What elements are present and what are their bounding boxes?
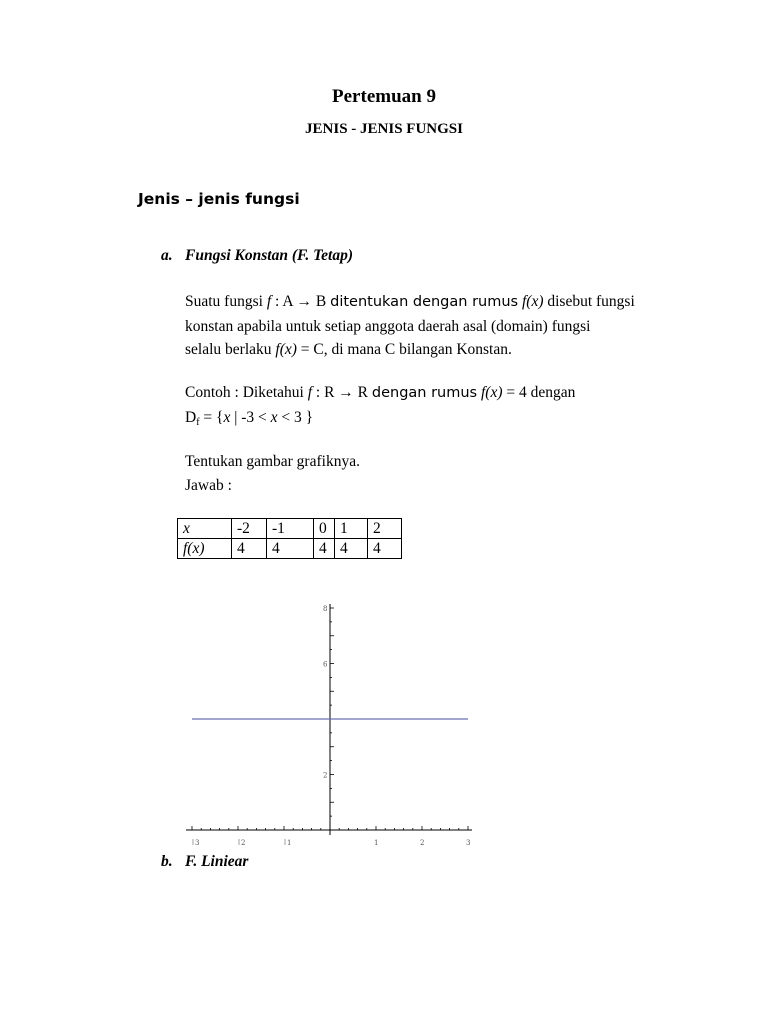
x-tick-label: 3 [466, 839, 471, 847]
table-cell: 4 [232, 539, 267, 559]
section-title: Jenis – jenis fungsi [138, 190, 300, 208]
table-cell: f(x) [178, 539, 232, 559]
subsection-b-heading [161, 853, 248, 871]
page-subtitle: JENIS - JENIS FUNGSI [305, 121, 463, 137]
table-row-fx [178, 539, 402, 559]
x-tick-label: 2 [241, 839, 246, 847]
definition-paragraph [185, 290, 635, 362]
y-tick-label: 2 [323, 771, 328, 780]
answer-label: Jawab : [185, 476, 232, 494]
y-tick-label: 8 [323, 605, 328, 613]
table-cell: -1 [267, 519, 314, 539]
x-tick-label: 1 [374, 839, 379, 847]
table-cell: 1 [335, 519, 368, 539]
definition-line-2: konstan apabila untuk setiap anggota daerah asal (domain) fungsi [185, 317, 591, 335]
y-tick-label: 6 [323, 660, 328, 669]
subsection-b-title: F. Liniear [185, 853, 249, 870]
x-ticks [192, 826, 468, 830]
tick-labels [193, 605, 470, 847]
definition-line-3: selalu berlaku f(x) = C, di mana C bilangan Konstan. [185, 341, 512, 358]
x-tick-label: 3 [195, 839, 200, 847]
table-cell: 4 [314, 539, 335, 559]
table-cell: 4 [368, 539, 402, 559]
table-cell: 4 [267, 539, 314, 559]
subsection-a-heading [161, 247, 353, 265]
example-line-2: $D_f = \{x$ | -3 < x < 3 } [185, 408, 314, 428]
task-line: Tentukan gambar grafiknya. [185, 453, 360, 470]
table-cell: x [178, 519, 232, 539]
x-tick-label: 1 [287, 839, 292, 847]
task-paragraph [185, 450, 360, 497]
table-row-x [178, 519, 402, 539]
example-line-1: Contoh : Diketahui f : R → R dengan rumus f(x) = 4 dengan [185, 384, 576, 401]
definition-line-1: Suatu fungsi f : A → B ditentukan dengan rumus f(x) disebut fungsi [185, 293, 635, 310]
subsection-a-label: a. [161, 247, 173, 264]
x-tick-label: 2 [420, 839, 425, 847]
table-cell: -2 [232, 519, 267, 539]
constant-function-chart [180, 600, 480, 850]
subsection-a-title: Fungsi Konstan (F. Tetap) [185, 247, 353, 264]
table-cell: 4 [335, 539, 368, 559]
example-paragraph [185, 381, 575, 434]
table-cell: 0 [314, 519, 335, 539]
table-cell: 2 [368, 519, 402, 539]
values-table [177, 518, 402, 559]
page-title: Pertemuan 9 [332, 86, 436, 107]
y-ticks [330, 608, 334, 816]
subsection-b-label: b. [161, 853, 173, 870]
